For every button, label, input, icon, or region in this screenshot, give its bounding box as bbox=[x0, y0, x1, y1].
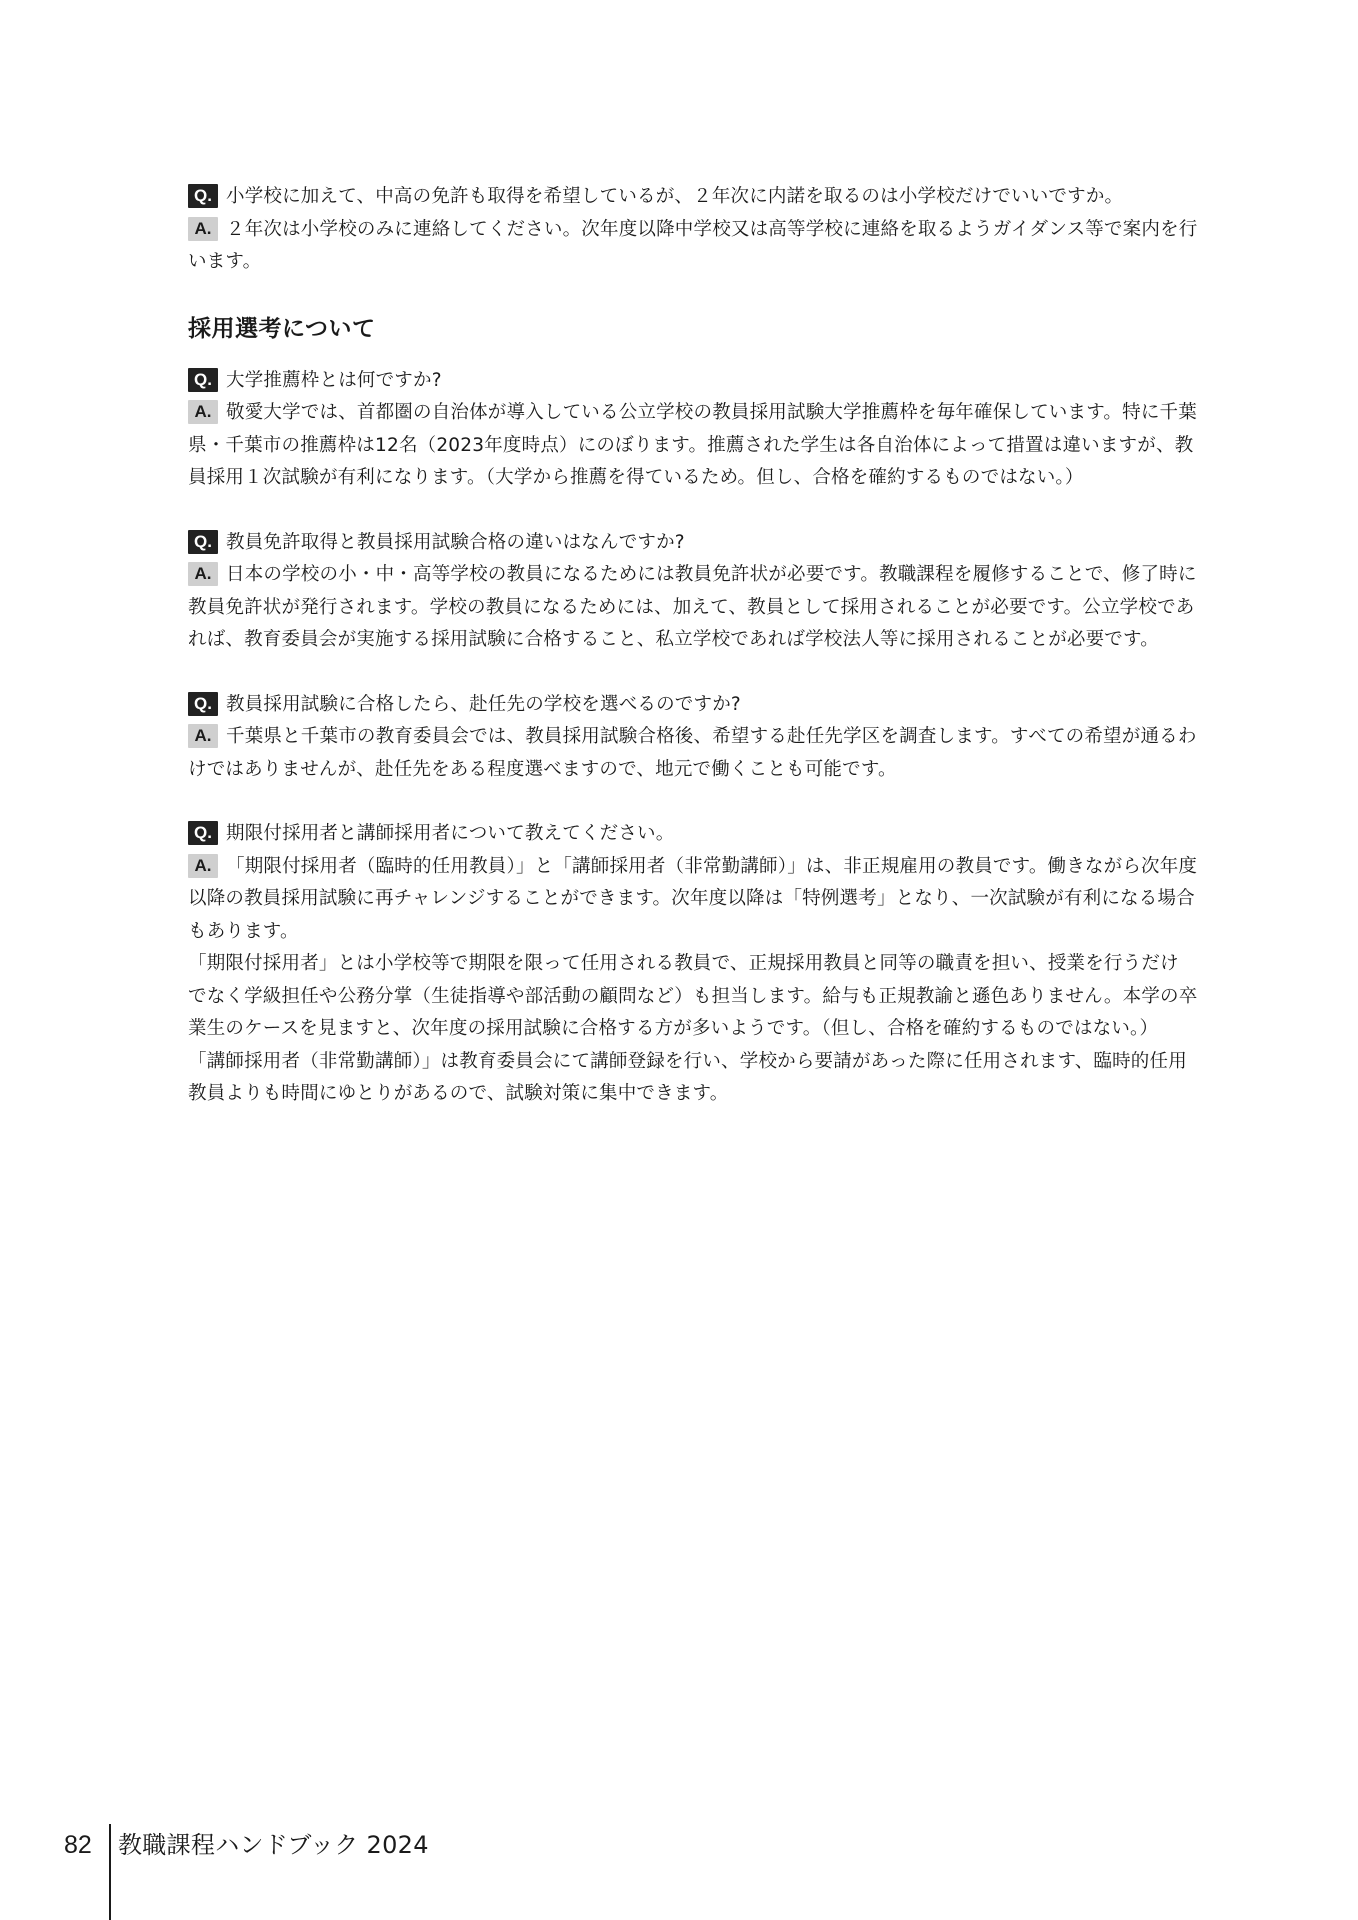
question-text: 期限付採用者と講師採用者について教えてください。 bbox=[226, 823, 675, 844]
question-badge: Q. bbox=[188, 184, 218, 208]
answer-line: います。 bbox=[188, 251, 262, 272]
question-badge: Q. bbox=[188, 368, 218, 392]
answer-line: 県・千葉市の推薦枠は12名（2023年度時点）にのぼります。推薦された学生は各自治体によって措置は違いますが、教 bbox=[188, 434, 1194, 456]
answer-line: 以降の教員採用試験に再チャレンジすることができます。次年度以降は「特例選考」となり、一次試験が有利になる場合 bbox=[188, 888, 1195, 909]
question-line bbox=[188, 689, 1236, 722]
answer-badge: A. bbox=[188, 724, 218, 748]
question-line bbox=[188, 365, 1236, 398]
answer-line: 教員よりも時間にゆとりがあるので、試験対策に集中できます。 bbox=[188, 1083, 729, 1104]
section-title: 採用選考について bbox=[188, 315, 376, 342]
page-number: 82 bbox=[64, 1831, 92, 1859]
answer-text: 「期限付採用者（臨時的任用教員）」と「講師採用者（非常勤講師）」は、非正規雇用の教員です。働きながら次年度 bbox=[226, 855, 1198, 877]
answer-badge: A. bbox=[188, 562, 218, 586]
qa-item-intro bbox=[188, 181, 1236, 279]
answer-line: もあります。 bbox=[188, 920, 299, 942]
answer-line bbox=[188, 214, 1236, 247]
answer-badge: A. bbox=[188, 217, 218, 241]
answer-badge: A. bbox=[188, 400, 218, 424]
answer-line: 「期限付採用者」とは小学校等で期限を限って任用される教員で、正規採用教員と同等の職責を担い、授業を行うだけ bbox=[188, 953, 1179, 974]
page-footer bbox=[0, 1824, 600, 1920]
question-line bbox=[188, 818, 1236, 851]
qa-item bbox=[188, 689, 1236, 787]
answer-text: 日本の学校の小・中・高等学校の教員になるためには教員免許状が必要です。教職課程を履修することで、修了時に bbox=[226, 564, 1197, 585]
answer-line bbox=[188, 721, 1236, 754]
footer-divider bbox=[109, 1824, 111, 1920]
question-badge: Q. bbox=[188, 530, 218, 554]
qa-item bbox=[188, 818, 1236, 1111]
answer-text: ２年次は小学校のみに連絡してください。次年度以降中学校又は高等学校に連絡を取るようガイダンス等で案内を行 bbox=[226, 218, 1198, 240]
question-badge: Q. bbox=[188, 692, 218, 716]
question-line bbox=[188, 527, 1236, 560]
qa-item bbox=[188, 365, 1236, 495]
answer-text: 千葉県と千葉市の教育委員会では、教員採用試験合格後、希望する赴任先学区を調査します。すべての希望が通るわ bbox=[226, 726, 1197, 747]
question-line bbox=[188, 181, 1236, 214]
answer-line: 「講師採用者（非常勤講師）」は教育委員会にて講師登録を行い、学校から要請があった際に任用されます、臨時的任用 bbox=[188, 1050, 1187, 1072]
answer-line: れば、教育委員会が実施する採用試験に合格すること、私立学校であれば学校法人等に採用されることが必要です。 bbox=[188, 629, 1159, 650]
answer-line: でなく学級担任や公務分掌（生徒指導や部活動の顧問など）も担当します。給与も正規教諭と遜色ありません。本学の卒 bbox=[188, 985, 1198, 1007]
answer-line: けではありませんが、赴任先をある程度選べますので、地元で働くことも可能です。 bbox=[188, 758, 897, 780]
answer-badge: A. bbox=[188, 854, 218, 878]
footer-title: 教職課程ハンドブック 2024 bbox=[118, 1831, 429, 1859]
answer-line: 業生のケースを見ますと、次年度の採用試験に合格する方が多いようです。（但し、合格を確約するものではない。） bbox=[188, 1018, 1159, 1039]
question-text: 大学推薦枠とは何ですか? bbox=[226, 369, 442, 391]
question-text: 小学校に加えて、中高の免許も取得を希望しているが、２年次に内諾を取るのは小学校だけでいいですか。 bbox=[226, 186, 1124, 207]
document-body bbox=[188, 181, 1236, 1143]
answer-line bbox=[188, 397, 1236, 430]
answer-line: 教員免許状が発行されます。学校の教員になるためには、加えて、教員として採用されることが必要です。公立学校であ bbox=[188, 596, 1195, 618]
qa-item bbox=[188, 527, 1236, 657]
question-text: 教員免許取得と教員採用試験合格の違いはなんですか? bbox=[226, 531, 685, 553]
question-badge: Q. bbox=[188, 821, 218, 845]
answer-line bbox=[188, 851, 1236, 884]
answer-line: 員採用１次試験が有利になります。（大学から推薦を得ているため。但し、合格を確約するものではない。） bbox=[188, 467, 1084, 488]
answer-line bbox=[188, 559, 1236, 592]
question-text: 教員採用試験に合格したら、赴任先の学校を選べるのですか? bbox=[226, 693, 741, 715]
answer-text: 敬愛大学では、首都圏の自治体が導入している公立学校の教員採用試験大学推薦枠を毎年確保しています。特に千葉 bbox=[226, 402, 1197, 423]
